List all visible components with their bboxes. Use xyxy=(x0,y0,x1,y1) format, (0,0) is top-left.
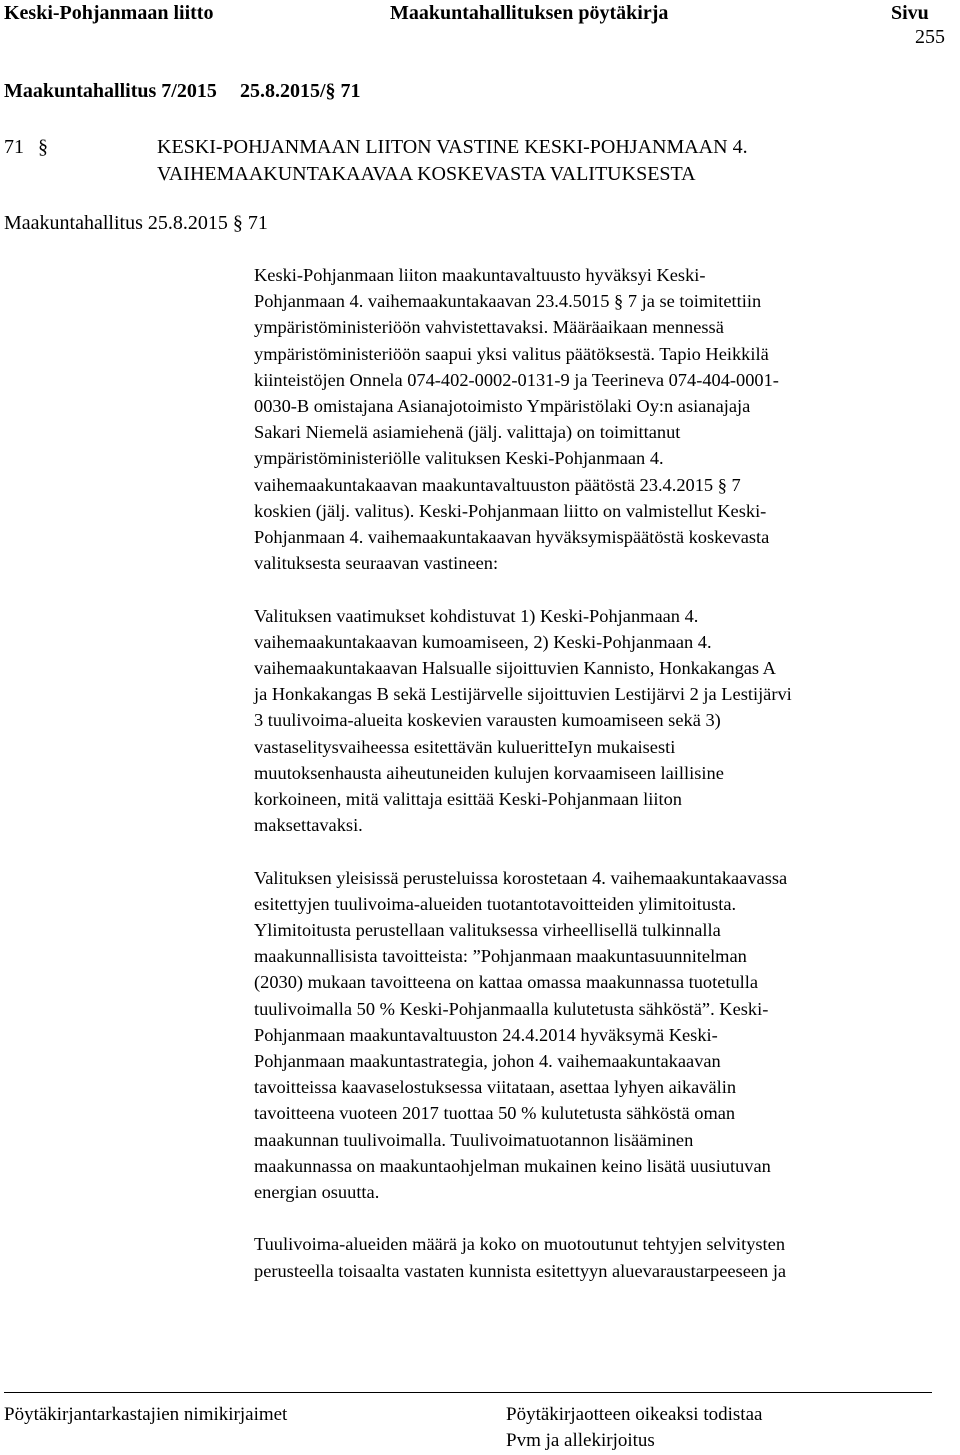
organization-name: Keski-Pohjanmaan liitto xyxy=(4,2,214,24)
footer-date-signature-label: Pvm ja allekirjoitus xyxy=(506,1430,655,1451)
footer-inspector-initials: Pöytäkirjantarkastajien nimikirjaimet xyxy=(4,1404,288,1425)
body-heading: Maakuntahallitus 25.8.2015 § 71 xyxy=(4,212,268,234)
section-number: 71 xyxy=(4,136,24,158)
footer-certification xyxy=(506,1402,762,1454)
meeting-info xyxy=(4,80,361,103)
meeting-body: Maakuntahallitus 7/2015 xyxy=(4,80,217,102)
paragraph: Keski-Pohjanmaan liiton maakuntavaltuusto hyväksyi Keski- Pohjanmaan 4. vaihemaakuntakaavan 23.4.5015 § 7 ja se toimitettiin ympäristöministeriöön vahvistettavaksi. Määräaikaan mennessä ympäristöministeriöön saapui yksi valitus päätöksestä. Tapio Heikkilä kiinteistöjen Onnela 074-402-0002-0131-9 ja Teerineva 074-404-0001- 0030-B omistajana Asianajotoimisto Ympäristölaki Oy:n asianajaja Sakari Niemelä asiamiehenä (jälj. valittaja) on toimittanut ympäristöministeriölle valituksen Keski-Pohjanmaan 4. vaihemaakuntakaavan maakuntavaltuuston päätöstä 23.4.2015 § 7 koskien (jälj. valitus). Keski-Pohjanmaan liitto on valmistellut Keski- Pohjanmaan 4. vaihemaakuntakaavan hyväksymispäätöstä koskevasta valituksesta seuraavan vastineen: xyxy=(254,265,779,574)
page-label: Sivu xyxy=(891,2,929,24)
paragraph: Valituksen yleisissä perusteluissa korostetaan 4. vaihemaakuntakaavassa esitettyjen tuulivoima-alueiden tuotantotavoitteiden ylimitoitusta. Ylimitoitusta perustellaan valituksessa virheellisellä tulkinnalla maakunnallisista tavoitteista: ”Pohjanmaan maakuntasuunnitelman (2030) mukaan tavoitteena on kattaa omassa maakunnassa tuotetulla tuulivoimalla 50 % Keski-Pohjanmaalla kulutetusta sähköstä”. Keski- Pohjanmaan maakuntavaltuuston 24.4.2014 hyväksymä Keski- Pohjanmaan maakuntastrategia, johon 4. vaihemaakuntakaavan tavoitteissa kaavaselostuksessa viitataan, asettaa lyhyen aikavälin tavoitteena vuoteen 2017 tuottaa 50 % kulutetusta sähköstä oman maakunnan tuulivoimalla. Tuulivoimatuotannon lisääminen maakunnassa on maakuntaohjelman mukainen keino lisätä uusiutuvan energian osuutta. xyxy=(254,867,788,1203)
section-title-line-2: VAIHEMAAKUNTAKAAVAA KOSKEVASTA VALITUKSESTA xyxy=(157,163,696,185)
footer-divider xyxy=(4,1392,932,1393)
meeting-date-section: 25.8.2015/§ 71 xyxy=(240,80,361,102)
section-title-line-1: KESKI-POHJANMAAN LIITON VASTINE KESKI-POHJANMAAN 4. xyxy=(157,136,748,158)
page-header xyxy=(4,2,956,30)
document-body xyxy=(254,262,954,1310)
section-title-text xyxy=(157,134,937,188)
section-symbol: § xyxy=(38,136,48,158)
page-number: 255 xyxy=(915,26,945,48)
paragraph: Valituksen vaatimukset kohdistuvat 1) Keski-Pohjanmaan 4. vaihemaakuntakaavan kumoamiseen, 2) Keski-Pohjanmaan 4. vaihemaakuntakaavan Halsualle sijoittuvien Kannisto, Honkakangas A ja Honkakangas B sekä Lestijärvelle sijoittuvien Lestijärvi 2 ja Lestijärvi 3 tuulivoima-alueita koskevien varausten kumoamiseen sekä 3) vastaselitysvaiheessa esitettävän kulueritteIyn mukaisesti muutoksenhausta aiheutuneiden kulujen korvaamiseen laillisine korkoineen, mitä valittaja esittää Keski-Pohjanmaan liiton maksettavaksi. xyxy=(254,605,792,836)
document-title: Maakuntahallituksen pöytäkirja xyxy=(390,2,669,24)
footer-certify-label: Pöytäkirjaotteen oikeaksi todistaa xyxy=(506,1404,763,1425)
paragraph: Tuulivoima-alueiden määrä ja koko on muotoutunut tehtyjen selvitysten perusteella toisaalta vastaten kunnista esitettyyn aluevaraustarpeeseen ja xyxy=(254,1234,787,1281)
